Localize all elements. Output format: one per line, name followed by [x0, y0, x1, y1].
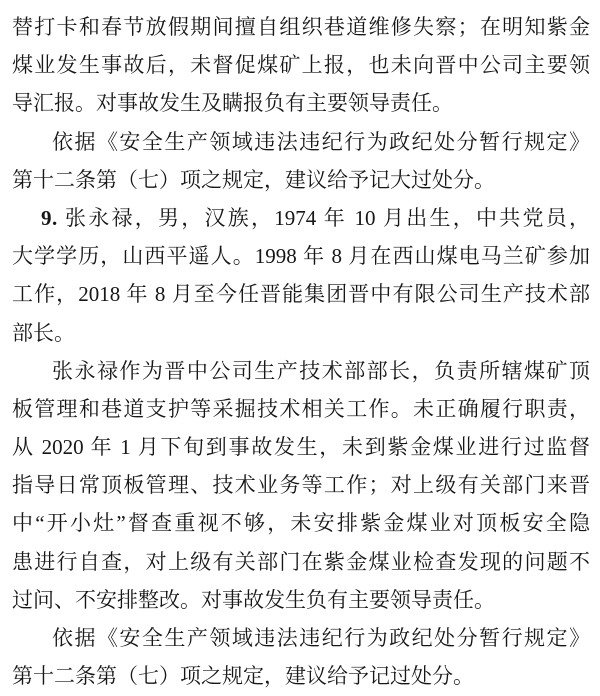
text-line: 替打卡和春节放假期间擅自组织巷道维修失察；在明知紫金: [12, 15, 590, 39]
text-line-numbered: [12, 199, 590, 237]
text-line: 张永禄作为晋中公司生产技术部部长，负责所辖煤矿顶: [52, 358, 590, 383]
text-line: 导汇报。对事故发生及瞒报负有主要领导责任。: [12, 91, 453, 116]
text-line: 指导日常顶板管理、技术业务等工作；对上级有关部门来晋: [12, 473, 590, 498]
list-number: 9.: [41, 205, 58, 230]
text-line: 患进行自查，对上级有关部门在紫金煤业检查发现的问题不: [12, 549, 590, 574]
text-line: 工作，2018 年 8 月至今任晋能集团晋中有限公司生产技术部: [12, 282, 590, 307]
text-line: 第十二条第（七）项之规定，建议给予记过处分。: [12, 664, 474, 689]
text-line: 依据《安全生产领域违法违纪行为政纪处分暂行规定》: [52, 626, 590, 650]
text-line-body: 张永禄，男，汉族，1974 年 10 月出生，中共党员，: [62, 205, 590, 230]
text-line: 煤业发生事故后，未督促煤矿上报，也未向晋中公司主要领: [12, 53, 590, 78]
text-line: 从 2020 年 1 月下旬到事故发生，未到紫金煤业进行过监督: [12, 435, 590, 460]
text-line: 部长。: [12, 320, 75, 345]
text-line: 第十二条第（七）项之规定，建议给予记大过处分。: [12, 167, 495, 192]
text-line: 依据《安全生产领域违法违纪行为政纪处分暂行规定》: [52, 129, 590, 154]
text-line: 过问、不安排整改。对事故发生负有主要领导责任。: [12, 587, 495, 612]
text-line: 大学学历，山西平遥人。1998 年 8 月在西山煤电马兰矿参加: [12, 244, 590, 269]
text-line: 板管理和巷道支护等采掘技术相关工作。未正确履行职责，: [12, 396, 590, 421]
text-line: 中“开小灶”督查重视不够，未安排紫金煤业对顶板安全隐: [12, 511, 590, 536]
